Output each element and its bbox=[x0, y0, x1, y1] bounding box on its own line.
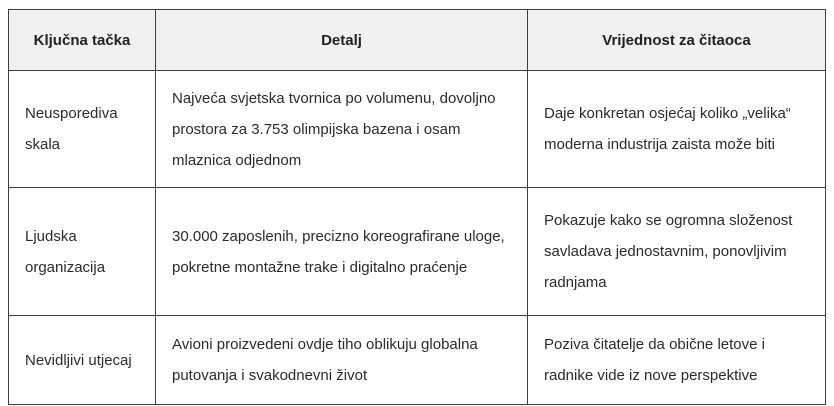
cell-detail bbox=[156, 188, 528, 316]
cell-detail bbox=[156, 316, 528, 405]
header-key-point: Ključna tačka bbox=[9, 10, 156, 71]
cell-detail bbox=[156, 71, 528, 188]
cell-key bbox=[9, 188, 156, 316]
table-header-row bbox=[9, 10, 826, 71]
table-row bbox=[9, 71, 826, 188]
cell-key-text: Nevidljivi utjecaj bbox=[25, 351, 132, 369]
cell-key bbox=[9, 316, 156, 405]
cell-value bbox=[528, 188, 826, 316]
cell-value-text: Daje konkretan osjećaj koliko „velika“ moderna industrija zaista može biti bbox=[544, 105, 791, 153]
table-container bbox=[8, 9, 825, 405]
cell-key-text: Ljudska organizacija bbox=[25, 227, 106, 276]
comparison-table bbox=[8, 9, 826, 405]
cell-detail-text: Avioni proizvedeni ovdje tiho oblikuju globalna putovanja i svakodnevni život bbox=[172, 336, 478, 384]
cell-detail-text: Najveća svjetska tvornica po volumenu, dovoljno prostora za 3.753 olimpijska bazena i osam mlaznica odjednom bbox=[172, 89, 496, 169]
cell-key bbox=[9, 71, 156, 188]
header-detail: Detalj bbox=[156, 10, 528, 71]
cell-detail-text: 30.000 zaposlenih, precizno koreografirane uloge, pokretne montažne trake i digitalno praćenje bbox=[172, 227, 505, 276]
cell-value-text: Poziva čitatelje da obične letove i radnike vide iz nove perspektive bbox=[544, 336, 765, 384]
table-row bbox=[9, 316, 826, 405]
cell-key-text: Neusporediva skala bbox=[25, 105, 118, 153]
cell-value bbox=[528, 71, 826, 188]
cell-value bbox=[528, 316, 826, 405]
header-reader-value: Vrijednost za čitaoca bbox=[528, 10, 826, 71]
table-row bbox=[9, 188, 826, 316]
cell-value-text: Pokazuje kako se ogromna složenost savladava jednostavnim, ponovljivim radnjama bbox=[544, 212, 793, 291]
